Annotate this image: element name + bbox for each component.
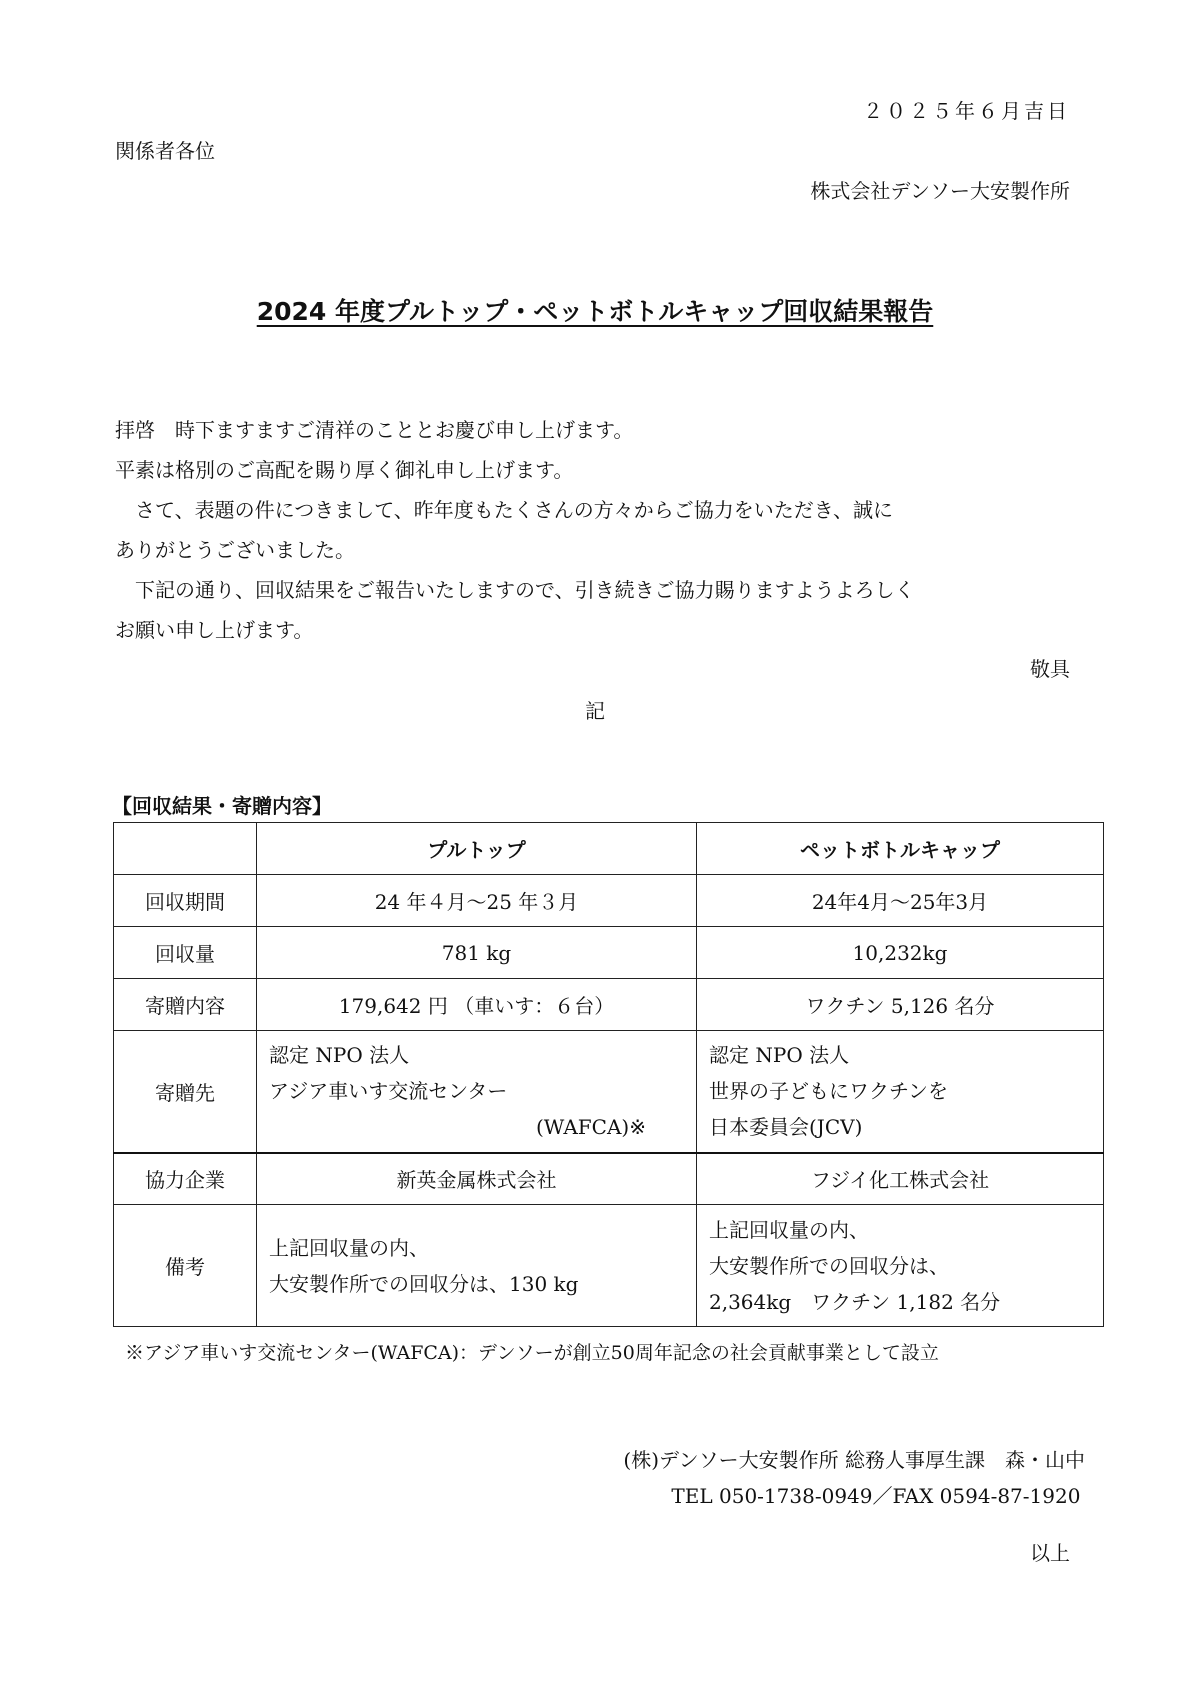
body-line: 拝啓 時下ますますご清祥のこととお慶び申し上げます。: [115, 418, 634, 442]
table-row-partner: [114, 1153, 1104, 1205]
row-label: 回収量: [114, 927, 257, 979]
document-title: 2024 年度プルトップ・ペットボトルキャップ回収結果報告: [256, 297, 934, 326]
ki-marker: 記: [585, 699, 605, 723]
row-label: 寄贈内容: [114, 979, 257, 1031]
cell-pulltop: 24 年４月～25 年３月: [257, 875, 697, 927]
table-row-donation: [114, 979, 1104, 1031]
row-label: 回収期間: [114, 875, 257, 927]
body-line: 平素は格別のご高配を賜り厚く御礼申し上げます。: [115, 458, 574, 482]
cell-cap: [697, 1205, 1104, 1327]
results-table: [113, 822, 1104, 1327]
cell-cap: フジイ化工株式会社: [697, 1153, 1104, 1205]
table-row-remarks: [114, 1205, 1104, 1327]
cell-pulltop: [257, 1031, 697, 1153]
cell-pulltop: 781 kg: [257, 927, 697, 979]
body-line: 下記の通り、回収結果をご報告いたしますので、引き続きご協力賜りますようよろしく: [115, 578, 915, 602]
body-line: さて、表題の件につきまして、昨年度もたくさんの方々からご協力をいただき、誠に: [115, 498, 893, 522]
letter-body: [115, 410, 1075, 650]
cell-line: 大安製作所での回収分は、: [709, 1253, 949, 1278]
cell-pulltop: 新英金属株式会社: [257, 1153, 697, 1205]
contact-department: (株)デンソー大安製作所 総務人事厚生課 森・山中: [623, 1448, 1085, 1472]
cell-line: 2,364kg ワクチン 1,182 名分: [709, 1289, 1001, 1314]
document-date: ２０２５年６月吉日: [863, 99, 1070, 123]
cell-line: (WAFCA)※: [536, 1115, 646, 1140]
cell-cap: 10,232kg: [697, 927, 1104, 979]
sender-company: 株式会社デンソー大安製作所: [810, 179, 1070, 203]
table-footnote: ※アジア車いす交流センター(WAFCA)：デンソーが創立50周年記念の社会貢献事業として設立: [125, 1342, 939, 1364]
cell-cap: [697, 1031, 1104, 1153]
header-pulltop: プルトップ: [257, 823, 697, 875]
table-row-period: [114, 875, 1104, 927]
table-row-amount: [114, 927, 1104, 979]
body-line: ありがとうございました。: [115, 538, 355, 562]
cell-cap: 24年4月～25年3月: [697, 875, 1104, 927]
contact-phone-fax: TEL 050-1738-0949／FAX 0594-87-1920: [671, 1484, 1081, 1508]
row-label: 備考: [114, 1205, 257, 1327]
row-label: 寄贈先: [114, 1031, 257, 1153]
body-line: お願い申し上げます。: [115, 618, 314, 642]
contact-block: [623, 1442, 1085, 1514]
cell-line: アジア車いす交流センター: [269, 1079, 508, 1104]
recipient-line: 関係者各位: [115, 139, 215, 163]
table-header-row: [114, 823, 1104, 875]
cell-line: 世界の子どもにワクチンを: [709, 1079, 948, 1104]
cell-pulltop: [257, 1205, 697, 1327]
cell-line: 日本委員会(JCV): [709, 1115, 863, 1140]
header-cap: ペットボトルキャップ: [697, 823, 1104, 875]
end-marker: 以上: [1030, 1541, 1070, 1565]
cell-line: 認定 NPO 法人: [709, 1043, 850, 1068]
table-row-recipient: [114, 1031, 1104, 1153]
closing-word: 敬具: [1030, 657, 1070, 681]
row-label: 協力企業: [114, 1153, 257, 1205]
cell-cap: ワクチン 5,126 名分: [697, 979, 1104, 1031]
cell-line: 大安製作所での回収分は、130 kg: [269, 1271, 579, 1296]
cell-line: 上記回収量の内、: [269, 1235, 429, 1260]
cell-line: 認定 NPO 法人: [269, 1043, 410, 1068]
cell-line: 上記回収量の内、: [709, 1217, 869, 1242]
header-empty-cell: [114, 823, 257, 875]
table-heading: 【回収結果・寄贈内容】: [112, 794, 332, 818]
cell-pulltop: 179,642 円 （車いす：６台）: [257, 979, 697, 1031]
